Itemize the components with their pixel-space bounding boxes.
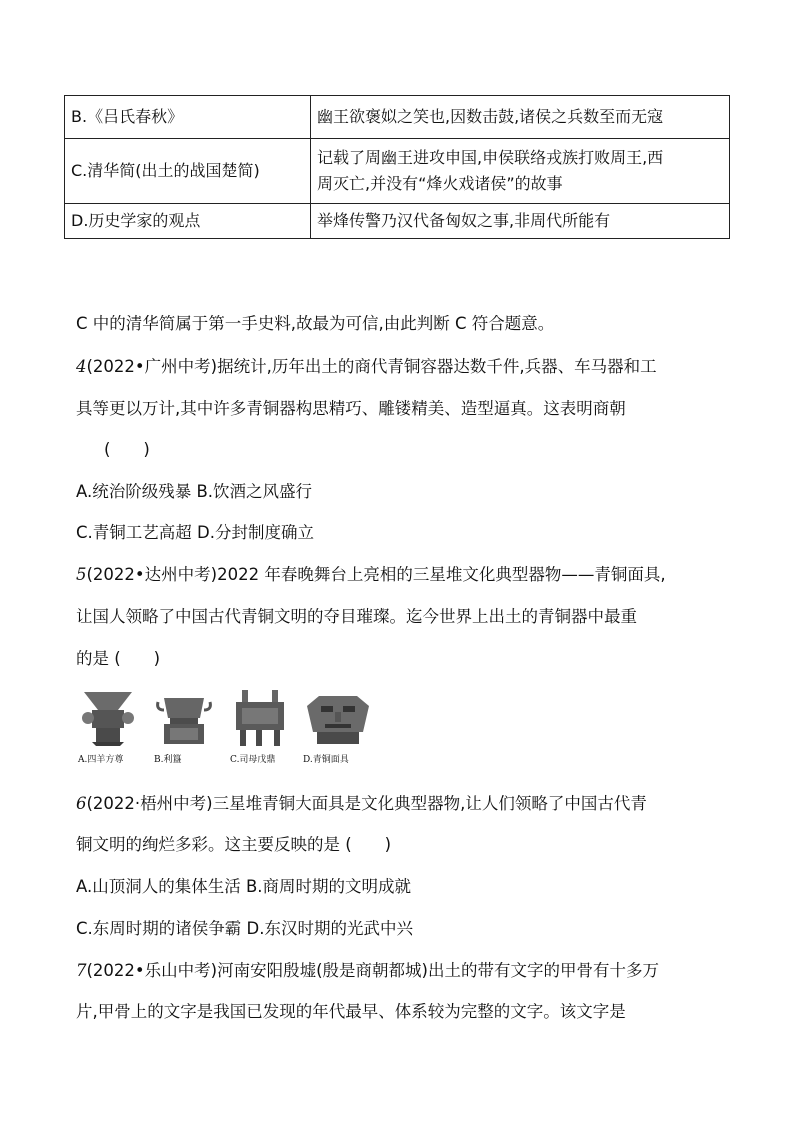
table-cell-content (311, 139, 730, 204)
q6-options-row2: C.东周时期的诸侯争霸 D.东汉时期的光武中兴 (76, 919, 413, 938)
bronze-mask-icon (303, 688, 373, 750)
q7-text: (2022•乐山中考)河南安阳殷墟(殷是商朝都城)出土的带有文字的甲骨有十多万 (86, 961, 659, 980)
question-number: 7 (76, 961, 87, 980)
q7-line2: 片,甲骨上的文字是我国已发现的年代最早、体系较为完整的文字。该文字是 (76, 1002, 626, 1021)
simuwu-ding-icon (230, 688, 290, 750)
figure-caption: B.利簋 (154, 755, 182, 765)
source-table (64, 95, 730, 239)
q4-line1 (76, 355, 657, 379)
q7-line1 (76, 959, 659, 983)
explanation-text: C 中的清华简属于第一手史料,故最为可信,由此判断 C 符合题意。 (76, 314, 555, 333)
figure-simuwu-ding (230, 688, 300, 768)
figure-bronze-mask (303, 688, 373, 768)
figure-four-ram-zun (78, 688, 148, 768)
answer-bracket: ( ) (104, 440, 150, 459)
q6-options-row1: A.山顶洞人的集体生活 B.商周时期的文明成就 (76, 877, 412, 896)
content-line: 举烽传警乃汉代备匈奴之事,非周代所能有 (317, 211, 611, 230)
four-ram-zun-icon (78, 688, 138, 750)
question-number: 4 (76, 357, 87, 376)
content-line: 记载了周幽王进攻申国,申侯联络戎族打败周王,西 (317, 148, 664, 167)
table-cell-content (311, 204, 730, 239)
bronze-images-row (78, 688, 378, 768)
q4-options-row2: C.青铜工艺高超 D.分封制度确立 (76, 523, 314, 542)
q6-text: (2022·梧州中考)三星堆青铜大面具是文化典型器物,让人们领略了中国古代青 (86, 794, 647, 813)
figure-caption: C.司母戊鼎 (230, 755, 276, 765)
question-number: 6 (76, 794, 87, 813)
q4-text: (2022•广州中考)据统计,历年出土的商代青铜容器达数千件,兵器、车马器和工 (86, 357, 657, 376)
q6-line2: 铜文明的绚烂多彩。这主要反映的是 ( ) (76, 835, 392, 854)
table-row (65, 96, 730, 139)
table-cell-source: D.历史学家的观点 (65, 204, 311, 239)
q4-options-row1: A.统治阶级残暴 B.饮酒之风盛行 (76, 482, 313, 501)
q4-line2: 具等更以万计,其中许多青铜器构思精巧、雕镂精美、造型逼真。这表明商朝 (76, 399, 626, 418)
q6-line1 (76, 792, 647, 816)
q5-line1 (76, 563, 666, 587)
table-cell-source: C.清华简(出土的战国楚简) (65, 139, 311, 204)
figure-li-gui (154, 688, 224, 768)
figure-caption: A.四羊方尊 (78, 755, 124, 765)
q5-line3: 的是 ( ) (76, 649, 161, 668)
table-cell-content (311, 96, 730, 139)
figure-caption: D.青铜面具 (303, 755, 349, 765)
q5-line2: 让国人领略了中国古代青铜文明的夺目璀璨。迄今世界上出土的青铜器中最重 (76, 607, 637, 626)
table-cell-source: B.《吕氏春秋》 (65, 96, 311, 139)
q5-text: (2022•达州中考)2022 年春晚舞台上亮相的三星堆文化典型器物——青铜面具, (86, 565, 666, 584)
table-row (65, 204, 730, 239)
table-row (65, 139, 730, 204)
question-number: 5 (76, 565, 87, 584)
content-line: 幽王欲褒姒之笑也,因数击鼓,诸侯之兵数至而无寇 (317, 107, 664, 126)
content-line: 周灭亡,并没有“烽火戏诸侯”的故事 (317, 174, 563, 193)
li-gui-icon (154, 688, 214, 750)
